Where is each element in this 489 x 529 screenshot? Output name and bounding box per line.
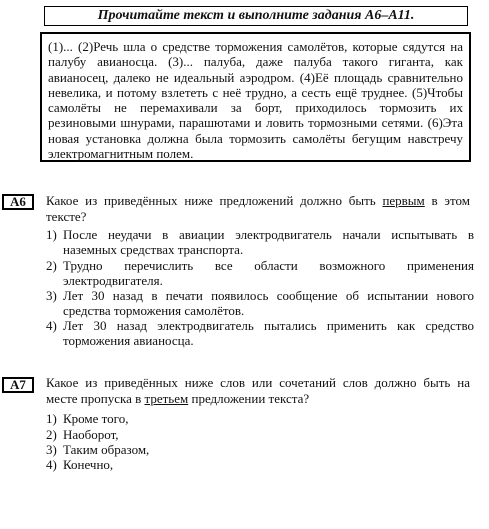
passage-line: невелика, и потому взлететь с неё трудно, а сесть ещё труднее. (5)Чтобы bbox=[48, 84, 463, 100]
answer-option[interactable] bbox=[46, 288, 474, 318]
question-a7-text-line1: Какое из приведённых ниже слов или сочетаний слов должно быть на bbox=[46, 375, 470, 390]
question-a6-keyword: первым bbox=[382, 193, 425, 208]
option-text: После неудачи в авиации электродвигатель начали испытывать в bbox=[63, 227, 474, 242]
question-a6-text-before: Какое из приведённых ниже предложений должно быть bbox=[46, 193, 383, 208]
task-header: Прочитайте текст и выполните задания А6–А11. bbox=[44, 6, 468, 26]
answer-option[interactable] bbox=[46, 318, 474, 348]
option-number: 2) bbox=[46, 258, 57, 273]
passage-line: палубу авианосца. (3)... палуба, даже палуба такого гиганта, как bbox=[48, 54, 463, 70]
answer-option[interactable] bbox=[46, 258, 474, 288]
question-number-a7: А7 bbox=[2, 377, 34, 393]
passage-line: новая установка должна была тормозить самолёты бегущим навстречу bbox=[48, 130, 463, 146]
passage-line: самолёты не перемахивали за борт, приходилось тормозить их bbox=[48, 100, 463, 116]
passage-line: авианосец, далеко не идеальный аэродром. (4)Её площадь сравнительно bbox=[48, 69, 463, 85]
option-number: 4) bbox=[46, 318, 57, 333]
option-text-cont: средства торможения самолётов. bbox=[63, 303, 245, 318]
answer-option[interactable] bbox=[46, 427, 474, 442]
option-number: 2) bbox=[46, 427, 57, 442]
answer-option[interactable] bbox=[46, 457, 474, 472]
option-text: Таким образом, bbox=[63, 442, 150, 457]
option-text: Кроме того, bbox=[63, 411, 129, 426]
option-text-cont: наземных средствах транспорта. bbox=[63, 242, 244, 257]
question-number-a6: А6 bbox=[2, 194, 34, 210]
passage-line: электромагнитным полем. bbox=[48, 146, 194, 162]
answer-option[interactable] bbox=[46, 411, 474, 426]
question-a7-text-after: предложении текста? bbox=[188, 391, 310, 406]
option-text: Трудно перечислить все области возможного применения bbox=[63, 258, 474, 273]
option-text: Лет 30 назад в печати появилось сообщение об испытании нового bbox=[63, 288, 474, 303]
passage-line: (1)... (2)Речь шла о средстве торможения самолётов, которые сядутся на bbox=[48, 39, 463, 54]
option-number: 1) bbox=[46, 227, 57, 242]
question-a6-text-after: в этом bbox=[424, 193, 470, 208]
option-number: 3) bbox=[46, 288, 57, 303]
question-a7-keyword: третьем bbox=[144, 391, 189, 406]
option-number: 4) bbox=[46, 457, 57, 472]
option-text-cont: торможения авианосца. bbox=[63, 333, 194, 348]
answer-option[interactable] bbox=[46, 442, 474, 457]
option-text: Лет 30 назад электродвигатель пытались применить как средство bbox=[63, 318, 474, 333]
passage-line: резиновыми шнурами, парашютами и ловить тормозными сетями. (6)Эта bbox=[48, 115, 463, 131]
option-number: 1) bbox=[46, 411, 57, 426]
question-a7-text bbox=[46, 375, 470, 407]
passage-box bbox=[40, 32, 471, 162]
option-text-cont: электродвигателя. bbox=[63, 273, 163, 288]
question-a7-text-before: месте пропуска в bbox=[46, 391, 145, 406]
answer-option[interactable] bbox=[46, 227, 474, 257]
option-text: Конечно, bbox=[63, 457, 114, 472]
option-text: Наоборот, bbox=[63, 427, 119, 442]
question-a6-text-line2: тексте? bbox=[46, 209, 87, 224]
question-a6-text bbox=[46, 193, 470, 225]
option-number: 3) bbox=[46, 442, 57, 457]
